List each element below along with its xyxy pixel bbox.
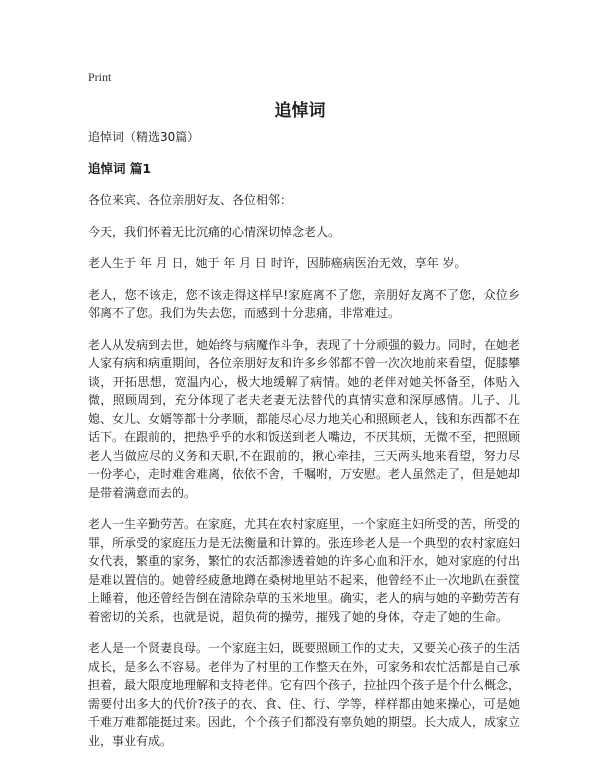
section-heading: 追悼词 篇1 bbox=[88, 160, 152, 176]
document-title: 追悼词 bbox=[274, 101, 326, 121]
paragraph-birth-death: 老人生于 年 月 日，她于 年 月 日 时许，因肺癌病医治无效，享年 岁。 bbox=[88, 256, 467, 270]
paragraph-greeting: 各位来宾、各位亲朋好友、各位相邻： bbox=[88, 193, 293, 207]
paragraph-good-mother: 老人是一个贤妻良母。一个家庭主妇，既要照顾工作的丈夫，又要关心孩子的生活成长，是多么不容易。老伴为了村里的工作整天在外，可家务和农忙活都是自己承担着，最大限度地理解和支持老伴。它有四个孩子，拉扯四个孩子是个什么概念，需要付出多大的代价?孩子的衣、食、住、行、学等，样样都由她来操心，可是她千难万难都能挺过来。因此，个个孩子们都没有辜负她的期望。长大成人，成家立业，事业有成。 bbox=[88, 641, 521, 748]
document-body bbox=[88, 128, 520, 763]
paragraph-hard-work: 老人一生辛勤劳苦。在家庭，尤其在农村家庭里，一个家庭主妇所受的苦，所受的罪，所承受的家庭压力是无法衡量和计算的。张连珍老人是一个典型的农村家庭妇女代表，繁重的家务，繁忙的农活都渗透着她的许多心血和汗水，她对家庭的付出是难以置信的。她曾经疲惫地蹲在桑树地里站不起来，他曾经不止一次地趴在蚕筐上睡着，他还曾经告倒在清除杂草的玉米地里。确实，老人的病与她的辛勤劳苦有着密切的关系，也就是说，超负荷的操劳，摧残了她的身体，夺走了她的生命。 bbox=[88, 517, 521, 624]
paragraph-opening: 今天，我们怀着无比沉痛的心情深切悼念老人。 bbox=[88, 224, 341, 239]
document-subtitle: 追悼词（精选30篇） bbox=[88, 130, 200, 144]
paragraph-illness: 老人从发病到去世，她始终与病魔作斗争，表现了十分顽强的毅力。同时，在她老人家有病和病重期间，各位亲朋好友和许多乡邻都不曾一次次地前来看望，促膝攀谈，开拓思想，宽温内心，极大地缓解了病情。她的老伴对她关怀备至，体贴入微，照顾周到，充分体现了老夫老妻无法替代的真情实意和深厚感情。儿子、儿媳、女儿、女婿等都十分孝顺，都能尽心尽力地关心和照顾老人，钱和东西都不在话下。在跟前的，把热乎乎的水和饭送到老人嘴边，不厌其烦，无微不至，把照顾老人当做应尽的义务和天职,不在跟前的，揪心牵挂，三天两头地来看望，努力尽一份孝心，走时难舍难离，依依不舍，千嘱咐，万安慰。老人虽然走了，但是她却是带着满意而去的。 bbox=[88, 337, 521, 500]
paragraph-farewell: 老人，您不该走，您不该走得这样早!家庭离不了您，亲朋好友离不了您，众位乡邻离不了您。我们为失去您，而感到十分悲痛，非常难过。 bbox=[88, 287, 520, 320]
print-link[interactable]: Print bbox=[88, 70, 112, 84]
